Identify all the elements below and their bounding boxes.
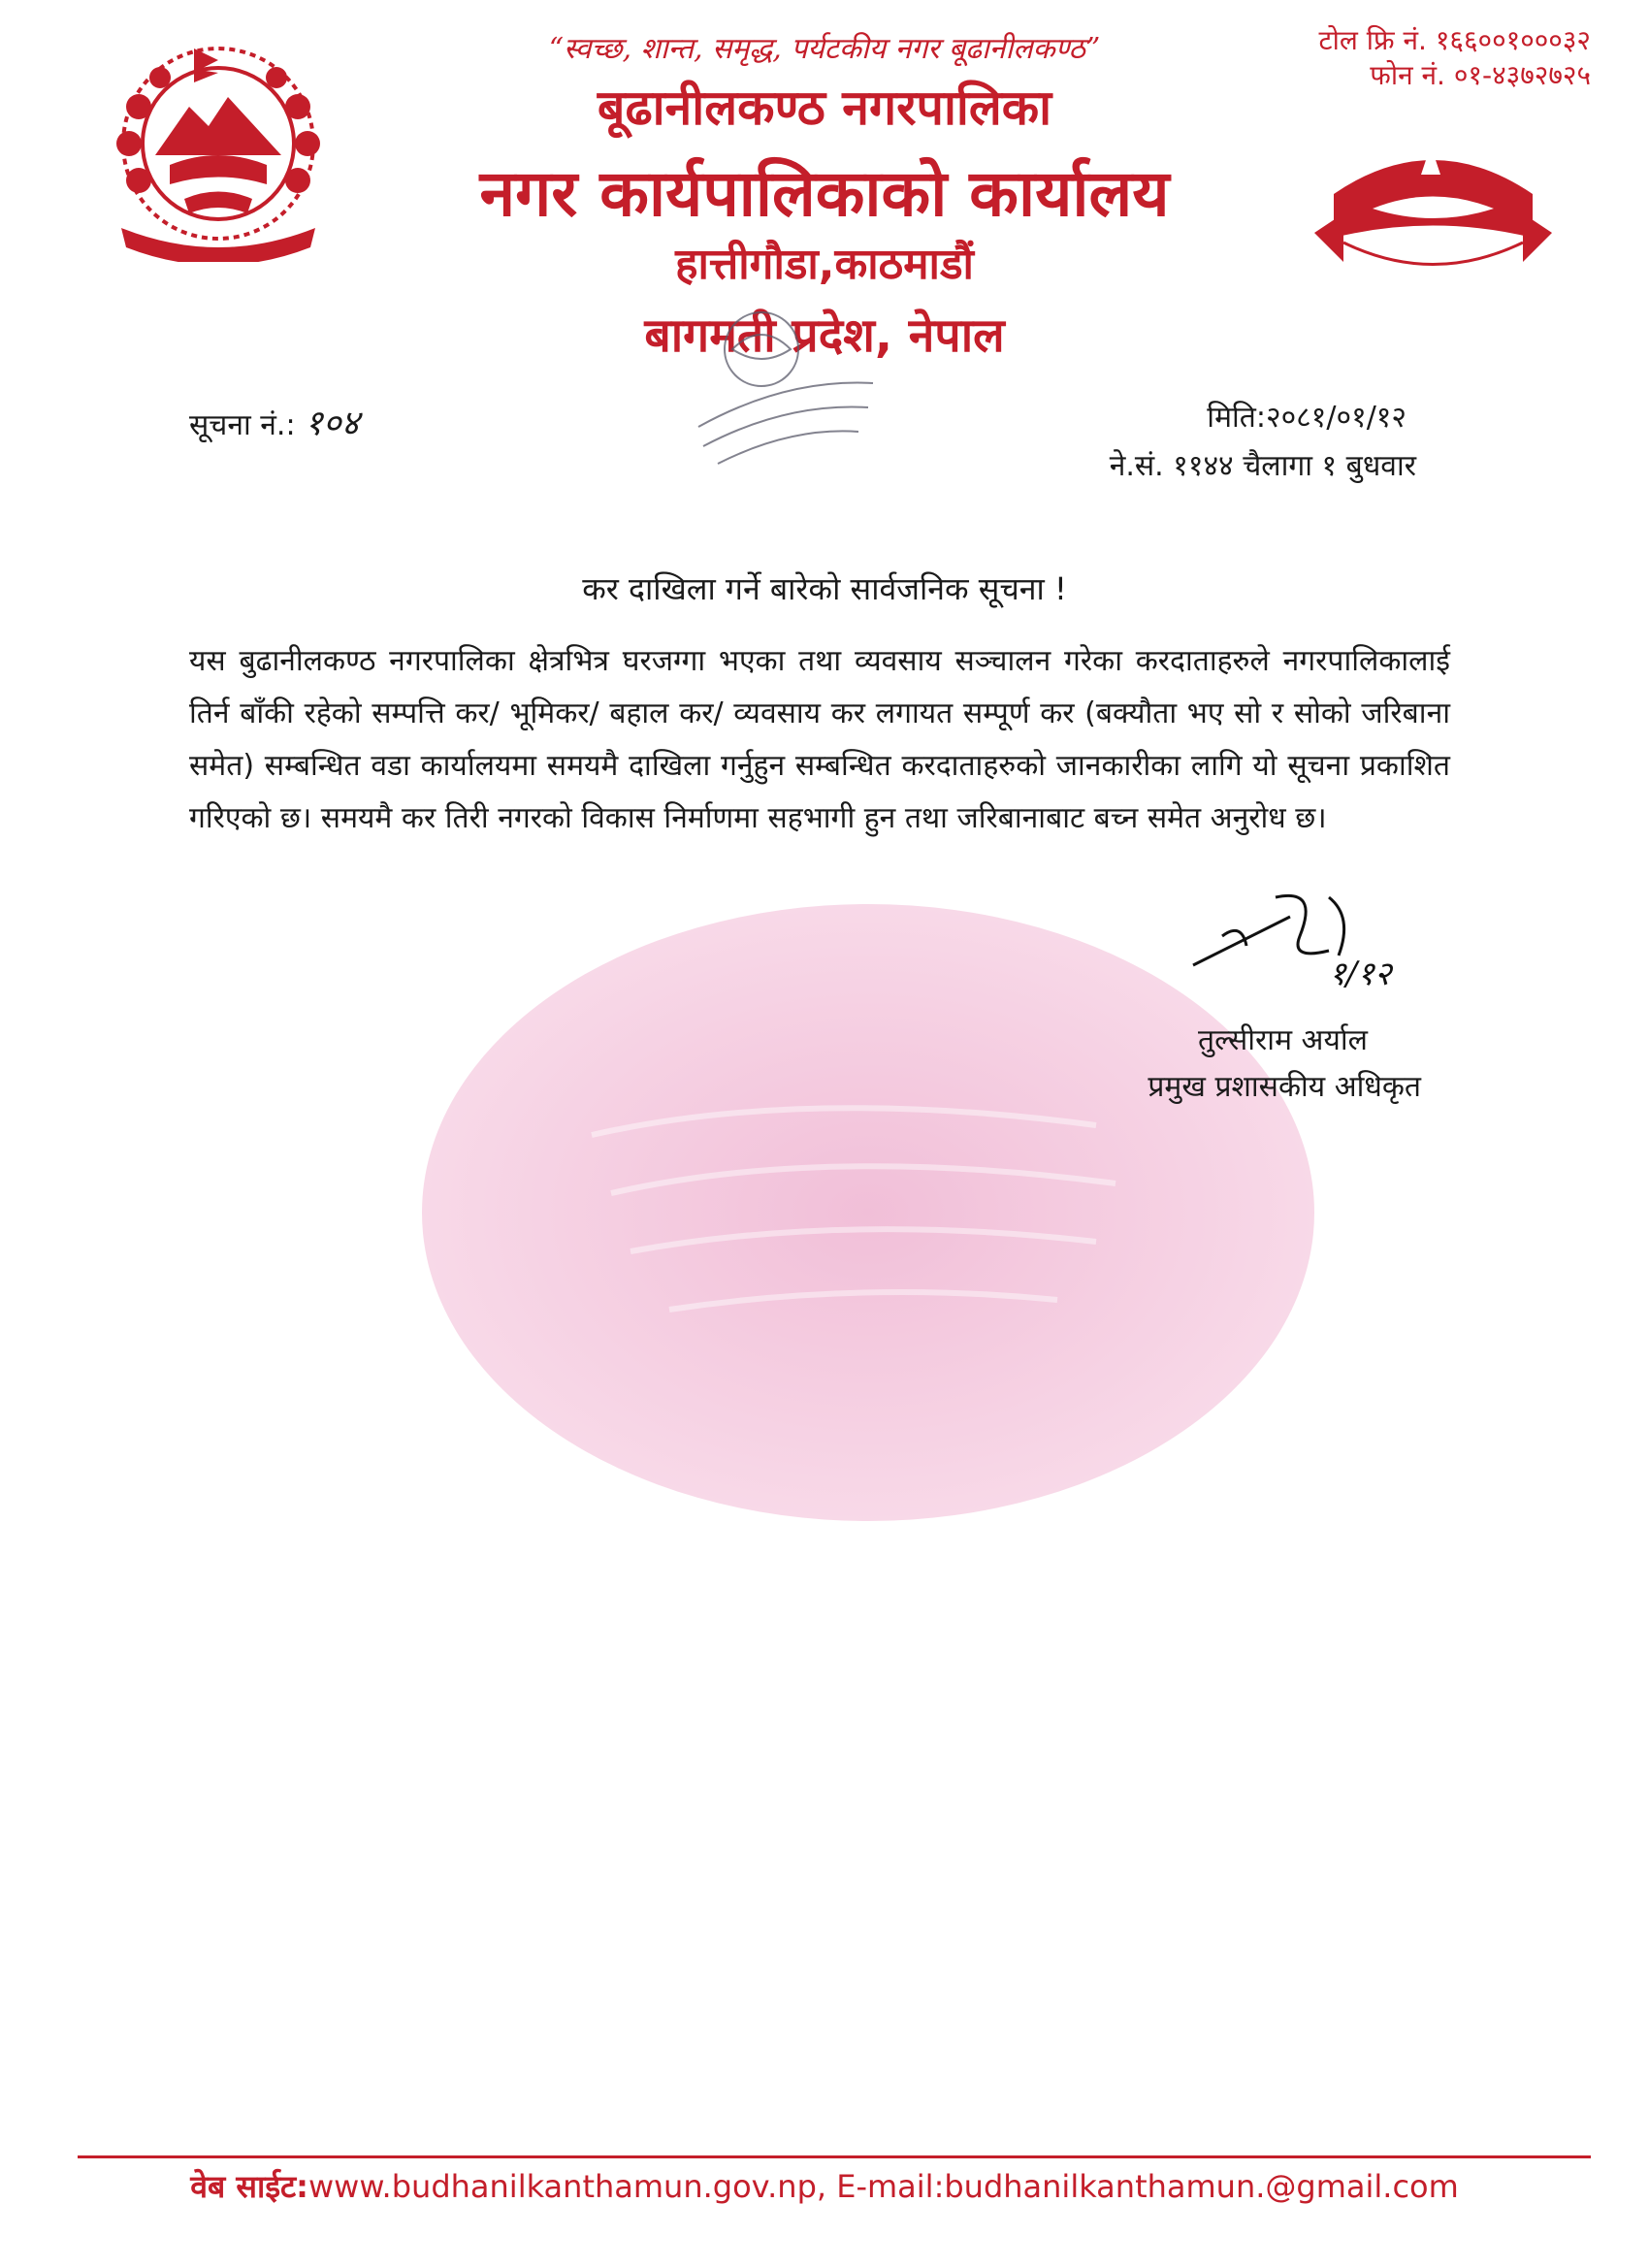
municipality-name: बूढानीलकण्ठ नगरपालिका [597,80,1052,136]
signature-date: १/१२ [1329,955,1392,993]
footer-divider [78,2155,1591,2158]
notice-number-value: १०४ [305,404,360,443]
handwritten-signature [1183,878,1436,994]
notice-number-label: सूचना नं.: [189,408,296,442]
watermark-image [417,902,1319,1523]
notice-body: यस बुढानीलकण्ठ नगरपालिका क्षेत्रभित्र घरजग्गा भएका तथा व्यवसाय सञ्चालन गरेका करदाताहरुले नगरपालिकालाई तिर्न बाँकी रहेको सम्पत्ति कर/ भूमिकर/ बहाल कर/ व्यवसाय कर लगायत सम्पूर्ण कर (बक्यौता भए सो र सोको जरिबाना समेत) सम्बन्धित वडा कार्यालयमा समयमै दाखिला गर्नुहुन सम्बन्धित करदाताहरुको जानकारीका लागि यो सूचना प्रकाशित गरिएको छ। समयमै कर तिरी नगरको विकास निर्माणमा सहभागी हुन तथा जरिबानाबाट बच्न समेत अनुरोध छ। [189,644,1450,835]
footer-label: वेब साईट: [190,2168,308,2205]
footer-links: www.budhanilkanthamun.gov.np, E-mail:budhanilkanthamun.@gmail.com [307,2168,1459,2205]
phone-number: फोन नं. ०१-४३७२७२५ [1370,59,1591,91]
footer-contact [0,2165,1649,2207]
office-name: नगर कार्यपालिकाको कार्यालय [479,156,1170,231]
signer-name: तुल्सीराम अर्याल [1198,1023,1368,1057]
signer-title: प्रमुख प्रशासकीय अधिकृत [1148,1070,1421,1104]
notice-number [189,398,359,445]
address-line-2: बागमती प्रदेश, नेपाल [644,308,1005,363]
notice-date: मिति:२०८१/०१/१२ [1207,401,1406,435]
notice-subject: कर दाखिला गर्ने बारेको सार्वजनिक सूचना ! [582,570,1067,607]
motto: “स्वच्छ, शान्त, समृद्ध, पर्यटकीय नगर बूढानीलकण्ठ” [548,32,1101,66]
nepal-sambat-date: ने.सं. ११४४ चैलागा १ बुधवार [1109,449,1416,483]
municipality-logo [1305,116,1562,281]
office-stamp [679,291,883,475]
address-line-1: हात्तीगौडा,काठमाडौं [675,240,974,289]
toll-free-number: टोल फ्रि नं. १६६००१०००३२ [1318,24,1591,56]
